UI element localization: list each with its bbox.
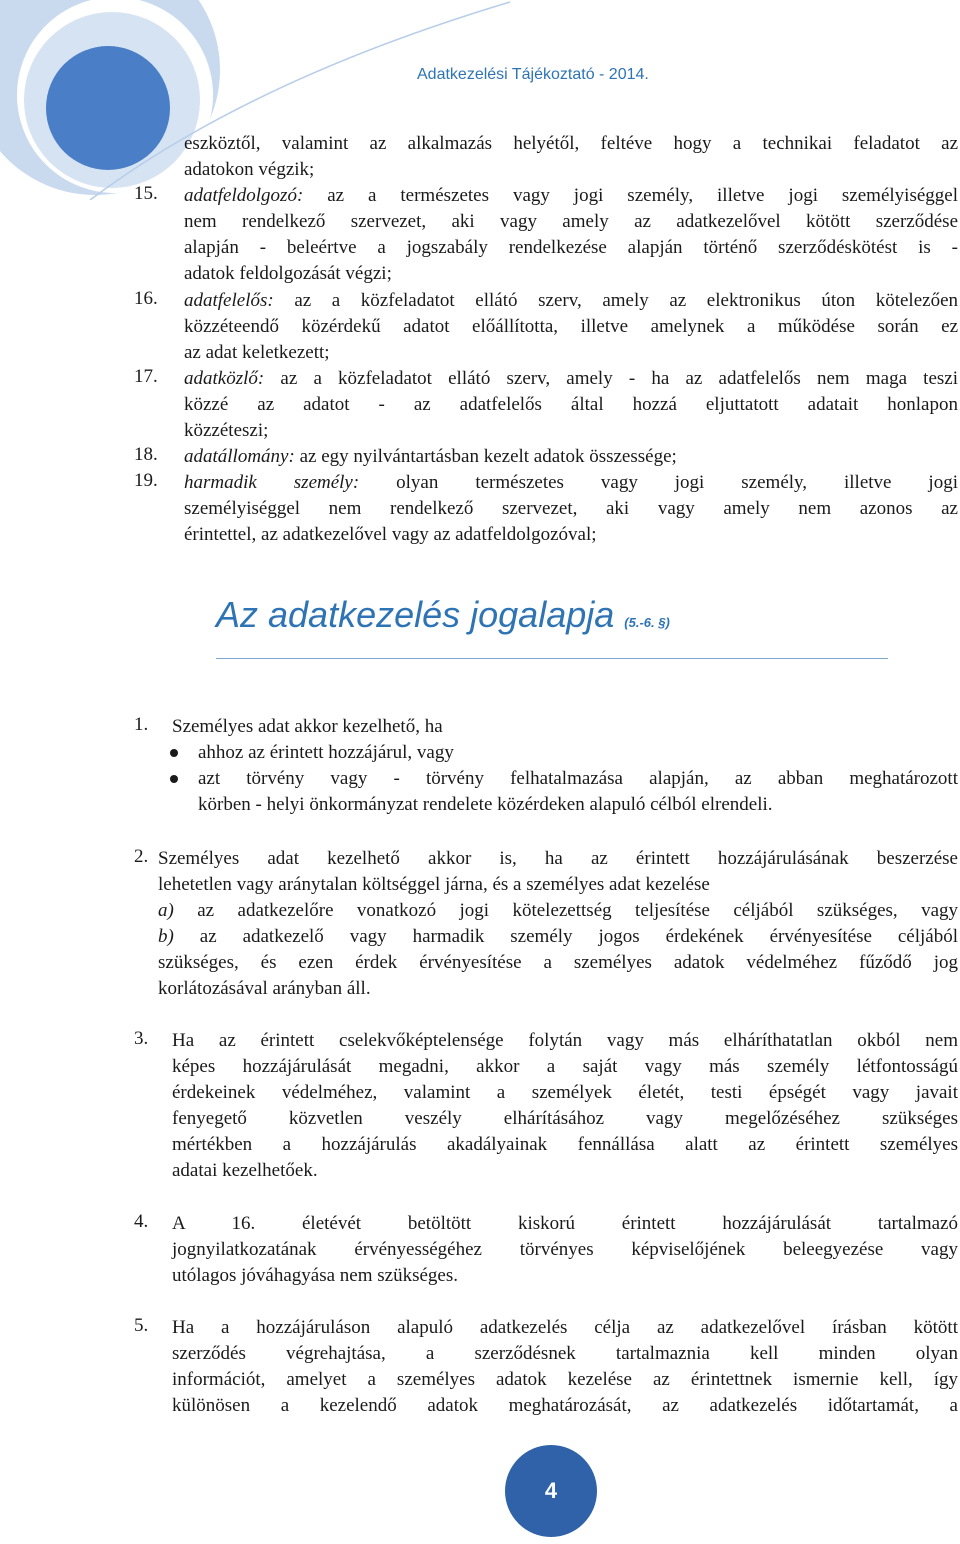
- text-line: mértékben a hozzájárulás akadályainak fennállása alatt az érintett személyes: [172, 1134, 958, 1155]
- text-line: információt, amelyet a személyes adatok kezelése az érintettnek ismernie kell, így: [172, 1369, 958, 1390]
- item-number: 5.: [134, 1315, 149, 1336]
- text-line: adatai kezelhetőek.: [172, 1160, 318, 1181]
- text-line: szükséges, és ezen érdek érvényesítése a személyes adatok védelméhez fűződő jog: [158, 952, 958, 973]
- text-line: nem rendelkező szervezet, aki vagy amely az adatkezelővel kötött szerződése: [184, 211, 958, 232]
- section-title: Az adatkezelés jogalapja: [216, 594, 615, 635]
- sub-label: a): [158, 900, 174, 921]
- text-line: olyan természetes vagy jogi személy, illetve jogi: [396, 472, 958, 493]
- text-line: A 16. életévét betöltött kiskorú érintett hozzájárulását tartalmazó: [172, 1213, 958, 1234]
- text-line: jognyilatkozatának érvényességéhez törvényes képviselőjének beleegyezése vagy: [172, 1239, 958, 1260]
- term-label: adatfeldolgozó:: [184, 185, 304, 206]
- section-reference: (5.-6. §): [624, 615, 670, 630]
- text-line: személyiséggel nem rendelkező szervezet, aki vagy amely nem azonos az: [184, 498, 958, 519]
- bullet-dot: [170, 749, 178, 757]
- text-line: Ha a hozzájáruláson alapuló adatkezelés célja az adatkezelővel írásban kötött: [172, 1317, 958, 1338]
- text-line: alapján - beleértve a jogszabály rendelkezése alapján történő szerződéskötést is -: [184, 237, 958, 258]
- text-line: utólagos jóváhagyása nem szükséges.: [172, 1265, 458, 1286]
- item-number: 19.: [134, 470, 158, 491]
- text-line: fenyegető közvetlen veszély elhárításához vagy megelőzéséhez szükséges: [172, 1108, 958, 1129]
- text-line: közzé az adatot - az adatfelelős által hozzá eljuttatott adatait honlapon: [184, 394, 958, 415]
- item-number: 17.: [134, 366, 158, 387]
- item-number: 1.: [134, 714, 149, 735]
- term-label: adatállomány:: [184, 446, 295, 467]
- text-line: körben - helyi önkormányzat rendelete közérdeken alapuló célból elrendeli.: [198, 794, 773, 815]
- heading-underline: [216, 658, 888, 659]
- item-number: 4.: [134, 1211, 149, 1232]
- text-line: Ha az érintett cselekvőképtelensége folytán vagy más elháríthatatlan okból nem: [172, 1030, 958, 1051]
- item-number: 18.: [134, 444, 158, 465]
- item-number: 2.: [134, 846, 149, 867]
- text-line: szerződés végrehajtása, a szerződésnek tartalmaznia kell minden olyan: [172, 1343, 958, 1364]
- text-line: Személyes adat akkor kezelhető, ha: [172, 716, 443, 737]
- text-line: képes hozzájárulását megadni, akkor a saját vagy más személy létfontosságú: [172, 1056, 958, 1077]
- item-number: 3.: [134, 1028, 149, 1049]
- text-line: azt törvény vagy - törvény felhatalmazása alapján, az abban meghatározott: [198, 768, 958, 789]
- text-line: Személyes adat kezelhető akkor is, ha az érintett hozzájárulásának beszerzése: [158, 848, 958, 869]
- text-line: adatokon végzik;: [184, 159, 315, 180]
- item-number: 15.: [134, 183, 158, 204]
- sub-label: b): [158, 926, 174, 947]
- term-label: harmadik személy:: [184, 472, 360, 493]
- text-line: az a közfeladatot ellátó szerv, amely - ha az adatfelelős nem maga teszi: [280, 368, 958, 389]
- section-heading: [216, 594, 888, 636]
- text-line: az adatkezelőre vonatkozó jogi kötelezettség teljesítése céljából szükséges, vagy: [197, 900, 958, 921]
- text-line: lehetetlen vagy aránytalan költséggel járna, és a személyes adat kezelése: [158, 874, 710, 895]
- text-line: adatok feldolgozását végzi;: [184, 263, 392, 284]
- text-line: az a közfeladatot ellátó szerv, amely az elektronikus úton kötelezően: [294, 290, 958, 311]
- text-line: eszköztől, valamint az alkalmazás helyétől, feltéve hogy a technikai feladatot az: [184, 133, 958, 154]
- text-line: az adat keletkezett;: [184, 342, 330, 363]
- text-line: korlátozásával arányban áll.: [158, 978, 371, 999]
- page-number: 4: [505, 1445, 597, 1537]
- bullet-dot: [170, 775, 178, 783]
- text-line: az adatkezelő vagy harmadik személy jogos érdekének érvényesítése céljából: [199, 926, 958, 947]
- text-line: ahhoz az érintett hozzájárul, vagy: [198, 742, 454, 763]
- term-label: adatfelelős:: [184, 290, 274, 311]
- document-header-title: Adatkezelési Tájékoztató - 2014.: [417, 66, 649, 83]
- text-line: érintettel, az adatkezelővel vagy az adatfeldolgozóval;: [184, 524, 597, 545]
- text-line: az a természetes vagy jogi személy, illetve jogi személyiséggel: [327, 185, 958, 206]
- text-line: közzéteendő közérdekű adatot előállította, illetve amelynek a működése során ez: [184, 316, 958, 337]
- text-line: különösen a kezelendő adatok meghatározását, az adatkezelés időtartamát, a: [172, 1395, 958, 1416]
- text-line: közzéteszi;: [184, 420, 269, 441]
- text-line: az egy nyilvántartásban kezelt adatok összessége;: [299, 446, 677, 467]
- text-line: érdekeinek védelméhez, valamint a személyek életét, testi épségét vagy javait: [172, 1082, 958, 1103]
- item-number: 16.: [134, 288, 158, 309]
- term-label: adatközlő:: [184, 368, 265, 389]
